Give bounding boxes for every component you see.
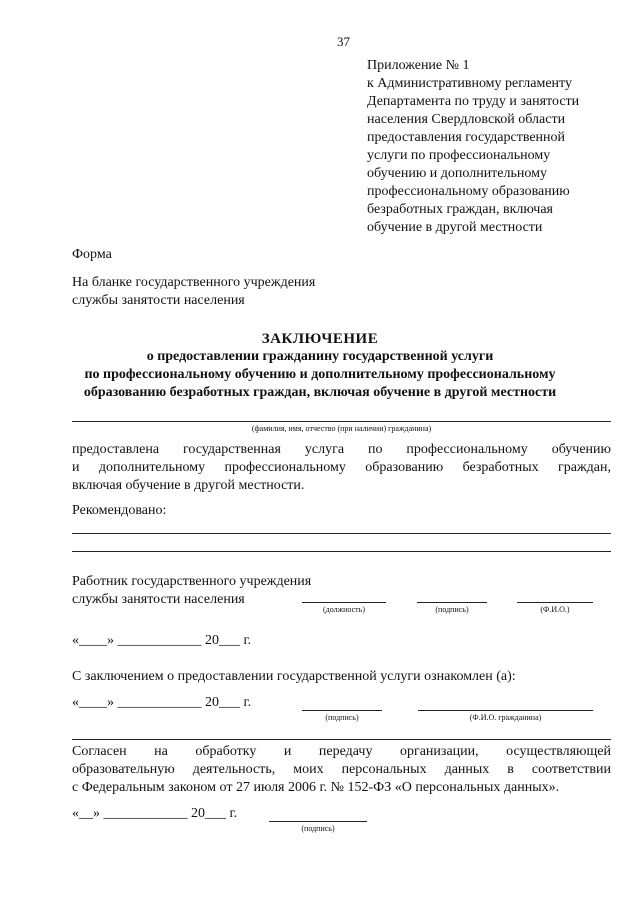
appendix-line: услуги по профессиональному	[367, 148, 551, 163]
recommended-label: Рекомендовано:	[72, 503, 167, 518]
appendix-line: Департамента по труду и занятости	[367, 94, 580, 109]
consent-paragraph	[72, 743, 611, 797]
appendix-line: к Административному регламенту	[367, 76, 572, 91]
recommended-field-line[interactable]	[72, 551, 611, 552]
form-label: Форма	[72, 247, 112, 262]
consent-signature-caption: (подпись)	[301, 824, 335, 833]
citizen-name-field[interactable]	[72, 421, 611, 422]
acknowledged-date[interactable]: «____» ____________ 20___ г.	[72, 695, 252, 710]
page-number: 37	[337, 34, 350, 49]
worker-fio-field[interactable]	[517, 602, 593, 603]
acknowledged-text: С заключением о предоставлении государственной услуги ознакомлен (а):	[72, 669, 516, 684]
service-line: включая обучение в другой местности.	[72, 478, 305, 493]
appendix-line: обучение в другой местности	[367, 220, 543, 235]
acknowledged-fio-field[interactable]	[418, 710, 593, 711]
consent-line: Согласен на обработку и передачу организации, осуществляющей	[72, 744, 611, 759]
worker-position-field[interactable]	[302, 602, 386, 603]
heading-line: по профессиональному обучению и дополнительному профессиональному	[84, 367, 556, 382]
heading-line: образованию безработных граждан, включая обучение в другой местности	[83, 385, 557, 400]
appendix-line: безработных граждан, включая	[367, 202, 553, 217]
appendix-block	[367, 57, 579, 237]
recommended-field-line[interactable]	[72, 533, 611, 534]
worker-signature-field[interactable]	[417, 602, 487, 603]
appendix-line: населения Свердловской области	[367, 112, 566, 127]
consent-line: образовательную деятельность, моих персональных данных в соответствии	[72, 762, 611, 777]
document-heading	[0, 330, 640, 402]
worker-position-caption: (должность)	[323, 605, 365, 614]
letterhead-line: На бланке государственного учреждения	[72, 275, 316, 290]
service-line: предоставлена государственная услуга по профессиональному обучению	[72, 442, 611, 457]
acknowledged-signature-field[interactable]	[302, 710, 382, 711]
appendix-line: обучению и дополнительному	[367, 166, 547, 181]
service-paragraph	[72, 441, 611, 495]
separator-line	[72, 739, 611, 740]
date-line[interactable]: «____» ____________ 20___ г.	[72, 633, 252, 648]
appendix-line: профессиональному образованию	[367, 184, 570, 199]
consent-signature-field[interactable]	[269, 821, 367, 822]
citizen-name-caption: (фамилия, имя, отчество (при наличии) гражданина)	[251, 424, 432, 433]
consent-date[interactable]: «__» ____________ 20___ г.	[72, 806, 238, 821]
appendix-line: Приложение № 1	[367, 58, 470, 73]
worker-fio-caption: (Ф.И.О.)	[540, 605, 570, 614]
consent-line: с Федеральным законом от 27 июля 2006 г. № 152-ФЗ «О персональных данных».	[72, 780, 560, 795]
appendix-line: предоставления государственной	[367, 130, 566, 145]
worker-signature-caption: (подпись)	[435, 605, 469, 614]
heading-title: ЗАКЛЮЧЕНИЕ	[261, 331, 379, 347]
heading-line: о предоставлении гражданину государственной услуги	[146, 349, 494, 364]
acknowledged-signature-caption: (подпись)	[325, 713, 359, 722]
worker-line: Работник государственного учреждения	[72, 574, 312, 589]
acknowledged-fio-caption: (Ф.И.О. гражданина)	[469, 713, 542, 722]
service-line: и дополнительному профессиональному образованию безработных граждан,	[72, 460, 611, 475]
worker-line: службы занятости населения	[72, 592, 245, 607]
letterhead-line: службы занятости населения	[72, 293, 245, 308]
